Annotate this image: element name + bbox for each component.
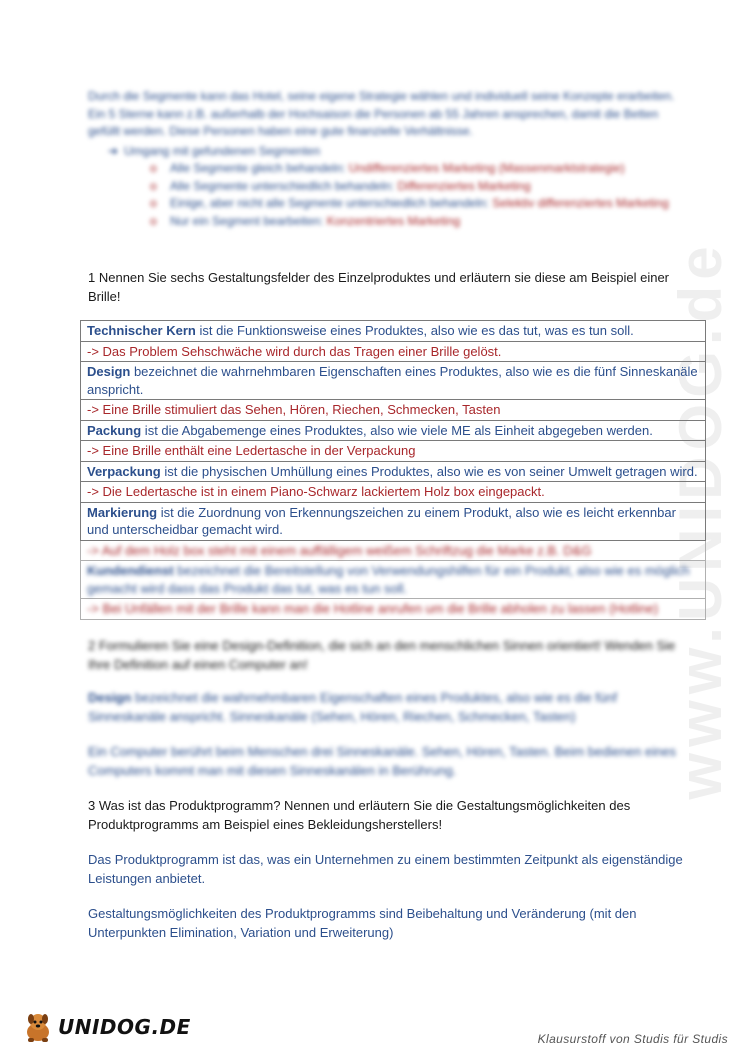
answer-2a-text: bezeichnet die wahrnehmbaren Eigenschaften eines Produktes, also wie es die fünf Sinneskanäle anspricht. Sinneskanäle (Sehen, Hören, Riechen, Schmecken, Tasten)	[88, 690, 617, 724]
table-row	[81, 540, 706, 561]
intro-section	[88, 88, 688, 230]
term: Packung	[87, 422, 142, 438]
answer-2a	[88, 688, 698, 726]
term: Verpackung	[87, 463, 161, 479]
circle-bullet-icon: o	[150, 213, 157, 228]
question-1-text: 1 Nennen Sie sechs Gestaltungsfelder des Einzelproduktes und erläutern sie diese am Beispiel einer Brille!	[88, 270, 670, 304]
unidog-logo	[22, 1010, 191, 1044]
circle-bullet-icon: o	[150, 161, 157, 175]
answer-3a-text: Das Produktprogramm ist das, was ein Unternehmen zu einem bestimmten Zeitpunkt als eigenständige Leistungen anbietet.	[88, 852, 683, 886]
circle-bullet-icon: o	[150, 178, 157, 193]
answer-3a	[88, 850, 698, 888]
example: -> Eine Brille stimuliert das Sehen, Hören, Riechen, Schmecken, Tasten	[81, 400, 706, 421]
answer-2b	[88, 742, 698, 780]
definition: ist die Abgabemenge eines Produktes, also wie viele ME als Einheit abgegeben werden.	[141, 422, 653, 438]
table-row	[81, 482, 706, 503]
circle-bullet-icon: o	[150, 196, 157, 210]
table-row	[81, 561, 706, 599]
table-row	[81, 341, 706, 362]
definition: ist die Zuordnung von Erkennungszeichen zu einem Produkt, also wie es leicht erkennbar und unterscheidbar gemacht wird.	[87, 504, 676, 537]
question-1	[88, 268, 698, 306]
answer-2b-text: Ein Computer berührt beim Menschen drei Sinneskanäle. Sehen, Hören, Tasten. Beim bedienen eines Computers kommt man mit diesen Sinneskanälen in Berührung.	[88, 744, 676, 778]
footer-tagline: Klausurstoff von Studis für Studis	[537, 1032, 728, 1046]
question-3-text: 3 Was ist das Produktprogramm? Nennen und erläutern Sie die Gestaltungsmöglichkeiten des Produktprogramms am Beispiel eines Bekleidungsherstellers!	[88, 798, 631, 832]
answer-2a-term: Design	[88, 690, 132, 705]
list-item: o Einige, aber nicht alle Segmente unterschiedlich behandeln: Selektiv differenziertes Marketing	[150, 195, 688, 213]
arrow-list-item	[108, 143, 688, 161]
term: Technischer Kern	[87, 323, 196, 338]
list-item: o Alle Segmente gleich behandeln: Undifferenziertes Marketing (Massenmarktstrategie)	[150, 160, 688, 178]
example: -> Bei Unfällen mit der Brille kann man die Hotline anrufen um die Brille abholen zu lassen (Hotline)	[81, 599, 706, 620]
term: Design	[87, 364, 131, 379]
term: Markierung	[87, 504, 158, 520]
question-2-text: 2 Formulieren Sie eine Design-Definition, die sich an den menschlichen Sinnen orientiert! Wenden Sie Ihre Definition auf einen Computer an!	[88, 638, 676, 672]
design-fields-table	[80, 320, 706, 620]
arrow-item-text: Umgang mit gefundenen Segmenten	[124, 143, 321, 158]
list-item: o Nur ein Segment bearbeiten: Konzentriertes Marketing	[150, 213, 688, 231]
term: Kundendienst	[87, 563, 174, 578]
definition: ist die physischen Umhüllung eines Produktes, also wie es von seiner Umwelt getragen wird.	[160, 463, 698, 479]
list-item: o Alle Segmente unterschiedlich behandeln: Differenziertes Marketing	[150, 178, 688, 196]
table-row	[81, 461, 706, 482]
table-row	[81, 502, 706, 540]
table-row	[81, 321, 706, 342]
question-3	[88, 796, 698, 834]
example: -> Die Ledertasche ist in einem Piano-Schwarz lackiertem Holz box eingepackt.	[81, 482, 706, 503]
definition: ist die Funktionsweise eines Produktes, also wie es das tut, was es tun soll.	[195, 323, 634, 338]
arrow-icon: ➔	[108, 143, 119, 158]
definition: bezeichnet die wahrnehmbaren Eigenschaften eines Produktes, also wie es die fünf Sinneskanäle anspricht.	[87, 364, 698, 397]
table-row	[81, 362, 706, 400]
example: -> Auf dem Holz box steht mit einem auffälligem weißem Schriftzug die Marke z.B. D&G	[81, 540, 706, 561]
dog-mascot-icon	[22, 1010, 56, 1044]
table-row	[81, 599, 706, 620]
definition: bezeichnet die Bereitstellung von Verwendungshilfen für ein Produkt, also wie es möglich gemacht wird dass das Produkt das tut, was es tun soll.	[87, 563, 690, 596]
segment-list	[150, 160, 688, 230]
table-row	[81, 400, 706, 421]
table-row	[81, 441, 706, 462]
example: -> Das Problem Sehschwäche wird durch das Tragen einer Brille gelöst.	[81, 341, 706, 362]
answer-3b-text: Gestaltungsmöglichkeiten des Produktprogramms sind Beibehaltung und Veränderung (mit den Unterpunkten Elimination, Variation und Erweiterung)	[88, 906, 637, 940]
example: -> Eine Brille enthält eine Ledertasche in der Verpackung	[81, 441, 706, 462]
intro-paragraph: Durch die Segmente kann das Hotel, seine eigene Strategie wählen und individuell seine Konzepte erarbeiten. Ein 5 Sterne kann z.B. außerhalb der Hochsaison die Personen ab 55 Jahren ansprechen, damit die Betten gefüllt werden. Diese Personen haben eine gute finanzielle Verhältnisse.	[88, 89, 675, 138]
answer-3b	[88, 904, 698, 942]
question-2	[88, 636, 698, 674]
logo-text: UNIDOG.DE	[58, 1015, 191, 1039]
table-row	[81, 420, 706, 441]
watermark: www.UNIDOG.de	[666, 240, 734, 800]
